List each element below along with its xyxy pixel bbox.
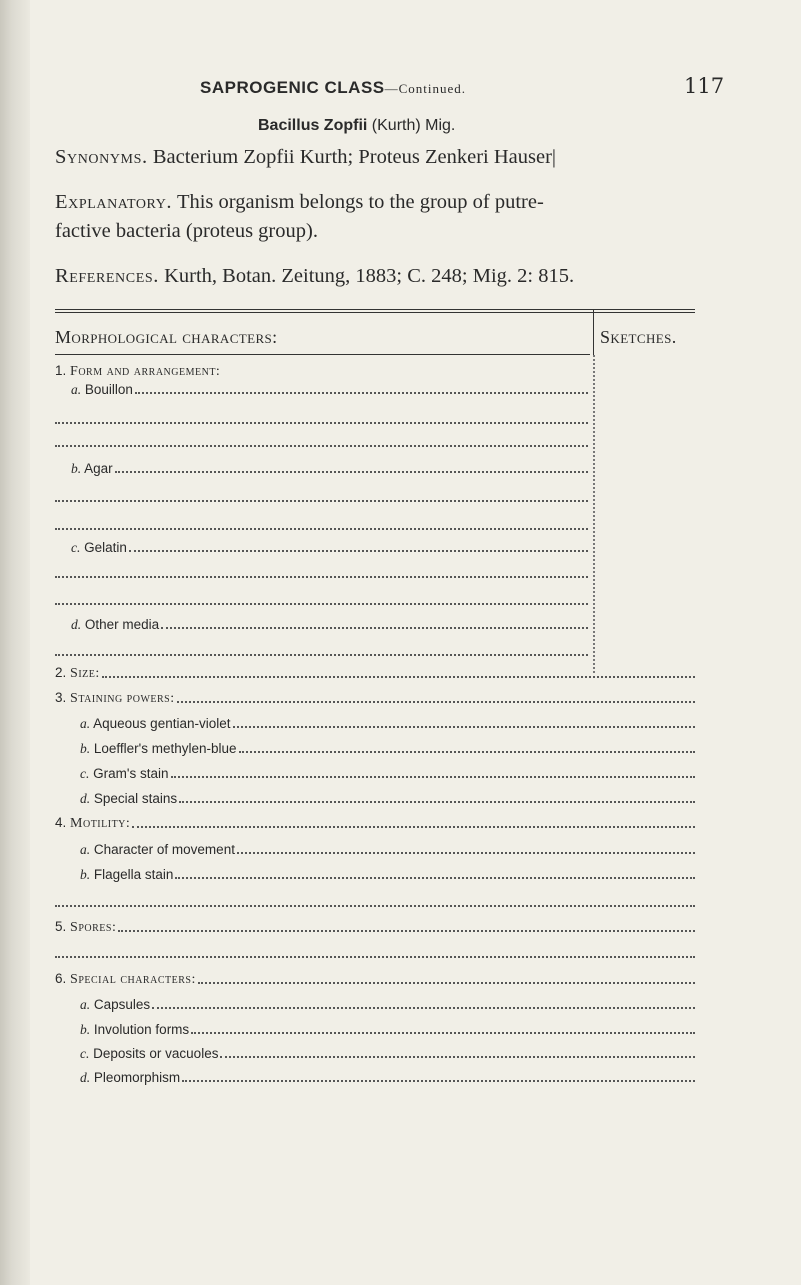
dotted-leader bbox=[102, 676, 695, 678]
section-title: Staining powers: bbox=[70, 691, 175, 706]
row-label: Pleomorphism bbox=[93, 1070, 181, 1085]
row-label: Involution forms bbox=[93, 1022, 190, 1037]
row-methylen-blue bbox=[80, 739, 695, 757]
explanatory-line1: This organism belongs to the group of putre- bbox=[176, 191, 544, 213]
row-letter: c. bbox=[80, 1046, 90, 1061]
dotted-leader bbox=[191, 1032, 695, 1034]
dotted-leader bbox=[55, 445, 588, 447]
table-top-rule-2 bbox=[55, 312, 695, 313]
dotted-leader bbox=[182, 1080, 695, 1082]
dotted-leader bbox=[239, 751, 695, 753]
dotted-leader bbox=[55, 422, 588, 424]
column-header-underline bbox=[55, 354, 590, 355]
dotted-leader bbox=[55, 905, 695, 907]
row-letter: b. bbox=[80, 1022, 91, 1037]
column-header-sketches: Sketches. bbox=[600, 327, 677, 347]
column-divider-solid bbox=[593, 309, 594, 355]
row-letter: c. bbox=[80, 766, 90, 781]
page-binding-shadow bbox=[0, 0, 30, 1285]
page-number: 117 bbox=[684, 74, 725, 98]
section-form-arrangement bbox=[55, 362, 535, 380]
section-number: 2. bbox=[55, 665, 67, 680]
dotted-leader bbox=[55, 654, 588, 656]
dotted-leader bbox=[152, 1007, 695, 1009]
dotted-leader bbox=[55, 956, 695, 958]
row-grams-stain bbox=[80, 764, 695, 782]
row-label: Aqueous gentian-violet bbox=[93, 716, 231, 731]
references-text: Kurth, Botan. Zeitung, 1883; C. 248; Mig. 2: 815. bbox=[164, 265, 575, 287]
organism-name: Bacillus Zopfii bbox=[258, 117, 368, 134]
row-gelatin bbox=[71, 538, 588, 556]
row-letter: c. bbox=[71, 540, 81, 555]
dotted-leader bbox=[129, 550, 588, 552]
section-title: Size: bbox=[70, 666, 100, 681]
column-divider-dotted bbox=[593, 355, 595, 673]
row-deposits-vacuoles bbox=[80, 1044, 695, 1062]
row-label: Other media bbox=[84, 617, 160, 632]
row-capsules bbox=[80, 995, 695, 1013]
dotted-leader bbox=[118, 930, 695, 932]
header-title: SAPROGENIC CLASS bbox=[200, 78, 385, 97]
row-letter: a. bbox=[80, 716, 91, 731]
section-number: 1. bbox=[55, 363, 67, 378]
dotted-leader bbox=[175, 877, 695, 879]
row-label: Agar bbox=[84, 461, 113, 476]
row-label: Bouillon bbox=[84, 382, 133, 397]
section-number: 6. bbox=[55, 971, 67, 986]
row-label: Gelatin bbox=[84, 540, 127, 555]
dotted-leader bbox=[177, 701, 695, 703]
section-title: Special characters: bbox=[70, 972, 196, 987]
section-number: 4. bbox=[55, 815, 67, 830]
row-letter: d. bbox=[80, 1070, 91, 1085]
dotted-leader bbox=[161, 627, 588, 629]
row-letter: a. bbox=[80, 997, 91, 1012]
row-agar bbox=[71, 459, 588, 477]
row-bouillon bbox=[71, 380, 588, 398]
row-letter: a. bbox=[71, 382, 82, 397]
blank-line bbox=[55, 642, 588, 660]
synonyms-label: Synonyms. bbox=[55, 146, 148, 168]
section-number: 3. bbox=[55, 690, 67, 705]
table-top-rule bbox=[55, 309, 695, 310]
row-letter: d. bbox=[71, 617, 82, 632]
section-special-characters bbox=[55, 970, 695, 988]
dotted-leader bbox=[179, 801, 695, 803]
dotted-leader bbox=[171, 776, 696, 778]
dotted-leader bbox=[135, 392, 588, 394]
blank-line bbox=[55, 410, 588, 428]
row-label: Special stains bbox=[93, 791, 178, 806]
row-character-of-movement bbox=[80, 840, 695, 858]
row-label: Character of movement bbox=[93, 842, 235, 857]
dotted-leader bbox=[233, 726, 696, 728]
section-staining-powers bbox=[55, 689, 695, 707]
explanatory-line2: factive bacteria (proteus group). bbox=[55, 220, 318, 242]
row-label: Flagella stain bbox=[93, 867, 174, 882]
row-special-stains bbox=[80, 789, 695, 807]
dotted-leader bbox=[55, 528, 588, 530]
row-label: Capsules bbox=[93, 997, 151, 1012]
row-label: Loeffler's methylen-blue bbox=[93, 741, 237, 756]
blank-line bbox=[55, 944, 695, 962]
row-label: Deposits or vacuoles bbox=[93, 1046, 219, 1061]
dotted-leader bbox=[55, 576, 588, 578]
row-letter: a. bbox=[80, 842, 91, 857]
row-label: Gram's stain bbox=[93, 766, 169, 781]
row-flagella-stain bbox=[80, 865, 695, 883]
section-number: 5. bbox=[55, 919, 67, 934]
section-spores bbox=[55, 918, 695, 936]
column-header-morphological: Morphological characters: bbox=[55, 327, 278, 347]
blank-line bbox=[55, 488, 588, 506]
explanatory-label: Explanatory. bbox=[55, 191, 173, 213]
section-title: Spores: bbox=[70, 920, 117, 935]
row-gentian-violet bbox=[80, 714, 695, 732]
row-letter: b. bbox=[80, 867, 91, 882]
section-title: Motility: bbox=[70, 816, 131, 831]
blank-line bbox=[55, 564, 588, 582]
organism-author: (Kurth) Mig. bbox=[371, 117, 456, 134]
dotted-leader bbox=[237, 852, 695, 854]
blank-line bbox=[55, 516, 588, 534]
row-pleomorphism bbox=[80, 1068, 695, 1086]
blank-line bbox=[55, 433, 588, 451]
blank-line bbox=[55, 893, 695, 911]
dotted-leader bbox=[55, 500, 588, 502]
dotted-leader bbox=[115, 471, 588, 473]
dotted-leader bbox=[132, 826, 695, 828]
row-letter: b. bbox=[71, 461, 82, 476]
header-continued: —Continued. bbox=[384, 81, 467, 96]
synonyms-paragraph bbox=[55, 146, 556, 169]
dotted-leader bbox=[55, 603, 588, 605]
section-size bbox=[55, 664, 695, 682]
row-letter: d. bbox=[80, 791, 91, 806]
row-other-media bbox=[71, 615, 588, 633]
dotted-leader bbox=[198, 982, 695, 984]
row-letter: b. bbox=[80, 741, 91, 756]
synonyms-text: Bacterium Zopfii Kurth; Proteus Zenkeri Hauser| bbox=[152, 146, 557, 168]
row-involution-forms bbox=[80, 1020, 695, 1038]
section-title: Form and arrangement: bbox=[70, 364, 221, 379]
references-paragraph bbox=[55, 265, 574, 288]
dotted-leader bbox=[220, 1056, 695, 1058]
section-motility bbox=[55, 814, 695, 832]
running-header bbox=[200, 78, 466, 98]
blank-line bbox=[55, 591, 588, 609]
explanatory-paragraph-line1 bbox=[55, 191, 544, 214]
references-label: References. bbox=[55, 265, 159, 287]
organism-title bbox=[258, 117, 455, 135]
